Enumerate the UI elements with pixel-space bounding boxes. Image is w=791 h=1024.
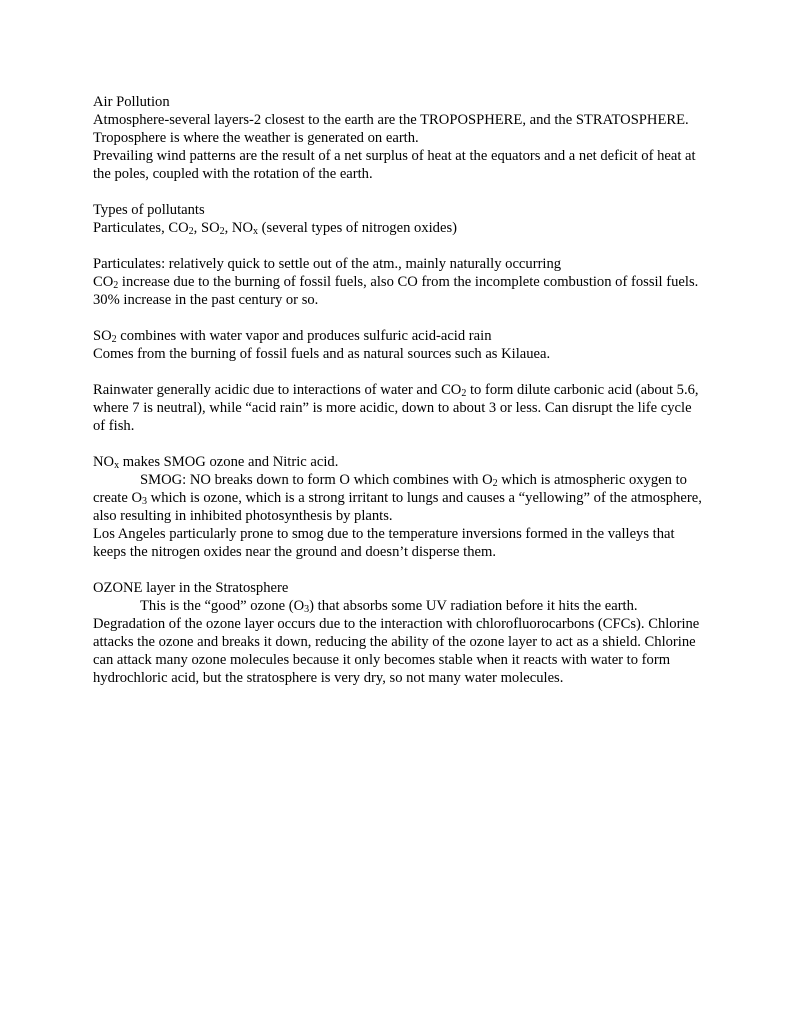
document-title: Air Pollution xyxy=(93,94,170,110)
spacer xyxy=(93,309,703,327)
so2-sources-paragraph: Comes from the burning of fossil fuels and as natural sources such as Kilauea. xyxy=(93,346,551,362)
spacer xyxy=(93,435,703,453)
pollutant-list: Particulates, $CO_2$, $SO_2$, $NO_x$ (several types of nitrogen oxides) xyxy=(93,220,457,237)
particulates-paragraph: Particulates: relatively quick to settle out of the atm., mainly naturally occurring xyxy=(93,256,562,272)
smog-paragraph: SMOG: NO breaks down to form O which combines with $O_2$ which is atmospheric oxygen to create $O_3$ which is ozone, which is a strong irritant to lungs and causes a “yellowing” of the atmosphere, also resulting in inhibited photosynthesis by plants. xyxy=(93,472,702,524)
spacer xyxy=(93,363,703,381)
spacer xyxy=(93,237,703,255)
atmosphere-paragraph: Atmosphere-several layers-2 closest to the earth are the TROPOSPHERE, and the STRATOSPHERE. xyxy=(93,112,689,128)
co2-paragraph: $CO_2$ increase due to the burning of fossil fuels, also CO from the incomplete combustion of fossil fuels. 30% increase in the past century or so. xyxy=(93,274,699,308)
troposphere-paragraph: Troposphere is where the weather is generated on earth. xyxy=(93,130,419,146)
ozone-paragraph: This is the “good” ozone $(O_3)$ that absorbs some UV radiation before it hits the earth. Degradation of the ozone layer occurs due to the interaction with chlorofluorocarbons (CFCs). Chlorine attacks the ozone and breaks it down, reducing the ability of the ozone layer to act as a shield. Chlorine can attack many ozone molecules because it only becomes stable when it reacts with water to form hydrochloric acid, but the stratosphere is very dry, so not many water molecules. xyxy=(93,598,700,686)
nox-paragraph: $NO_x$ makes SMOG ozone and Nitric acid. xyxy=(93,454,339,471)
wind-paragraph: Prevailing wind patterns are the result of a net surplus of heat at the equators and a net deficit of heat at the poles, coupled with the rotation of the earth. xyxy=(93,148,696,182)
document-body xyxy=(93,93,703,687)
ozone-heading: OZONE layer in the Stratosphere xyxy=(93,580,289,596)
los-angeles-paragraph: Los Angeles particularly prone to smog due to the temperature inversions formed in the valleys that keeps the nitrogen oxides near the ground and doesn’t disperse them. xyxy=(93,526,675,560)
spacer xyxy=(93,183,703,201)
spacer xyxy=(93,561,703,579)
types-heading: Types of pollutants xyxy=(93,202,205,218)
rainwater-paragraph: Rainwater generally acidic due to interactions of water and $CO_2$ to form dilute carbonic acid (about 5.6, where 7 is neutral), while “acid rain” is more acidic, down to about 3 or less. Can disrupt the life cycle of fish. xyxy=(93,382,699,434)
so2-paragraph: $SO_2$ combines with water vapor and produces sulfuric acid-acid rain xyxy=(93,328,492,345)
